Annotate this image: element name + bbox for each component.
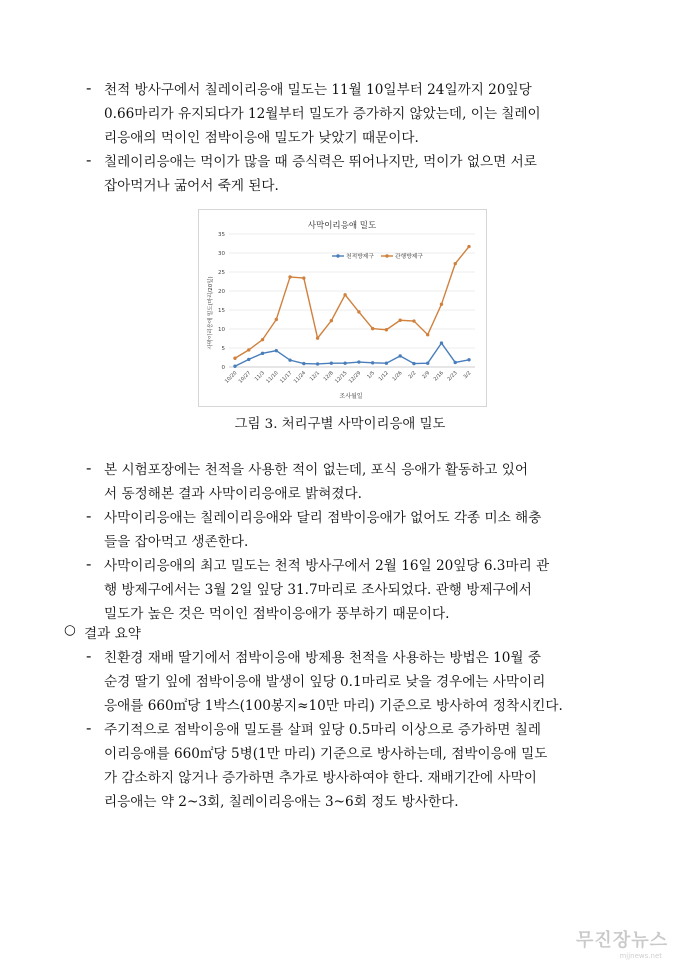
y-tick-label: 15 — [218, 308, 225, 314]
paragraph-line: 사막이리응애는 칠레이리응애와 달리 점박이응애가 없어도 각종 미소 해충 — [104, 510, 542, 526]
paragraph-line: 서 동정해본 결과 사막이리응애로 밝혀졌다. — [104, 486, 362, 502]
paragraph-line: 밀도가 높은 것은 먹이인 점박이응애가 풍부하기 때문이다. — [104, 606, 450, 622]
paragraph-line: 리응애는 약 2~3회, 칠레이리응애는 3~6회 정도 방사한다. — [104, 794, 459, 810]
paragraph-line: 0.66마리가 유지되다가 12월부터 밀도가 증가하지 않았는데, 이는 칠레이 — [104, 106, 541, 122]
bullet-dash: - — [86, 506, 92, 525]
x-tick-label: 12/8 — [322, 370, 335, 383]
x-tick-label: 2/9 — [421, 370, 432, 381]
series-line — [235, 247, 469, 359]
bullet-dash: - — [86, 646, 92, 665]
data-point — [385, 362, 388, 365]
x-axis-label: 조사월일 — [339, 393, 363, 400]
x-tick-label: 3/2 — [462, 370, 473, 381]
data-point — [261, 338, 264, 341]
x-tick-label: 11/17 — [279, 370, 294, 385]
data-point — [454, 262, 457, 265]
data-point — [247, 358, 250, 361]
data-point — [426, 362, 429, 365]
y-tick-label: 25 — [218, 270, 225, 276]
y-tick-label: 20 — [218, 289, 225, 295]
legend-marker — [385, 254, 388, 257]
data-point — [261, 352, 264, 355]
x-tick-label: 10/27 — [237, 370, 253, 385]
data-point — [247, 348, 250, 351]
data-point — [440, 303, 443, 306]
data-point — [454, 361, 457, 364]
y-tick-label: 5 — [221, 346, 225, 352]
chart-svg — [199, 210, 486, 406]
summary-title: 결과 요약 — [84, 626, 141, 642]
x-tick-label: 2/2 — [407, 370, 418, 381]
data-point — [343, 293, 346, 296]
x-tick-label: 10/20 — [223, 370, 239, 385]
data-point — [316, 336, 319, 339]
paragraph-line: 본 시험포장에는 천적을 사용한 적이 없는데, 포식 응애가 활동하고 있어 — [104, 462, 529, 478]
x-tick-label: 1/26 — [391, 370, 404, 383]
chart-title: 사막이리응애 밀도 — [307, 221, 377, 231]
paragraph-line: 주기적으로 점박이응애 밀도를 살펴 잎당 0.5마리 이상으로 증가하면 칠레 — [104, 722, 542, 738]
paragraph-line: 잡아먹거나 굶어서 죽게 된다. — [104, 178, 279, 194]
paragraph-line: 사막이리응애의 최고 밀도는 천적 방사구에서 2월 16일 20잎당 6.3마리 관 — [104, 558, 550, 574]
data-point — [357, 310, 360, 313]
data-point — [233, 357, 236, 360]
y-axis-label: 사막이리응애 밀도(마리/20잎) — [208, 276, 214, 350]
y-tick-label: 30 — [218, 251, 225, 257]
summary-marker: ○ — [64, 622, 76, 638]
density-chart — [198, 209, 487, 407]
paragraph-line: 천적 방사구에서 칠레이리응애 밀도는 11월 10일부터 24일까지 20잎당 — [104, 82, 532, 98]
data-point — [288, 358, 291, 361]
y-tick-label: 35 — [218, 232, 225, 238]
data-point — [467, 358, 470, 361]
paragraph-line: 이리응애를 660㎡당 5병(1만 마리) 기준으로 방사하는데, 점박이응애 밀도 — [104, 746, 548, 762]
x-tick-label: 11/24 — [292, 370, 308, 385]
paragraph-line: 가 감소하지 않거나 증가하면 추가로 방사하여야 한다. 재배기간에 사막이 — [104, 770, 537, 786]
data-point — [233, 365, 236, 368]
watermark-url: mjjnews.net — [619, 952, 662, 960]
data-point — [412, 319, 415, 322]
data-point — [288, 275, 291, 278]
paragraph-line: 순경 딸기 잎에 점박이응애 발생이 잎당 0.1마리로 낮을 경우에는 사막이리 — [104, 674, 546, 690]
bullet-dash: - — [86, 718, 92, 737]
y-tick-label: 10 — [218, 327, 225, 333]
x-tick-label: 2/16 — [432, 370, 445, 383]
data-point — [302, 362, 305, 365]
data-point — [398, 319, 401, 322]
legend-label: 관행방제구 — [395, 254, 423, 260]
data-point — [412, 362, 415, 365]
legend-label: 천적방제구 — [346, 254, 374, 260]
x-tick-label: 1/5 — [366, 370, 377, 381]
paragraph-line: 친환경 재배 딸기에서 점박이응애 방제용 천적을 사용하는 방법은 10월 중 — [104, 650, 542, 666]
x-tick-label: 2/23 — [446, 370, 459, 383]
data-point — [467, 245, 470, 248]
x-tick-label: 12/15 — [334, 370, 349, 385]
bullet-dash: - — [86, 78, 92, 97]
paragraph-line: 들을 잡아먹고 생존한다. — [104, 534, 249, 550]
data-point — [275, 349, 278, 352]
paragraph-line: 행 방제구에서는 3월 2일 잎당 31.7마리로 조사되었다. 관행 방제구에서 — [104, 582, 532, 598]
x-tick-labels — [224, 370, 472, 384]
legend-marker — [336, 254, 339, 257]
bullet-dash: - — [86, 554, 92, 573]
data-point — [275, 318, 278, 321]
data-point — [371, 327, 374, 330]
figure-caption: 그림 3. 처리구별 사막이리응애 밀도 — [234, 417, 446, 432]
data-point — [330, 319, 333, 322]
bullet-dash: - — [86, 458, 92, 477]
paragraph-line: 칠레이리응애는 먹이가 많을 때 증식력은 뛰어나지만, 먹이가 없으면 서로 — [104, 154, 537, 170]
x-tick-label: 11/10 — [265, 370, 280, 385]
data-point — [357, 360, 360, 363]
x-tick-label: 12/1 — [308, 370, 322, 383]
data-point — [316, 362, 319, 365]
data-point — [330, 362, 333, 365]
x-tick-label: 12/29 — [347, 370, 363, 385]
y-tick-labels — [218, 232, 226, 371]
y-tick-label: 0 — [221, 365, 225, 371]
data-point — [440, 341, 443, 344]
data-point — [371, 361, 374, 364]
paragraph-line: 리응애의 먹이인 점박이응애 밀도가 낮았기 때문이다. — [104, 130, 419, 146]
x-tick-label: 11/3 — [253, 370, 266, 383]
data-point — [385, 328, 388, 331]
paragraph-line: 응애를 660㎡당 1박스(100봉지≈10만 마리) 기준으로 방사하여 정착시킨다. — [104, 698, 563, 714]
watermark-logo: 무진장뉴스 — [576, 930, 668, 951]
series-line — [235, 343, 469, 366]
bullet-dash: - — [86, 150, 92, 169]
data-point — [302, 276, 305, 279]
data-point — [398, 354, 401, 357]
data-point — [343, 362, 346, 365]
x-tick-label: 1/12 — [377, 370, 390, 383]
data-point — [426, 333, 429, 336]
chart-series — [233, 245, 470, 368]
